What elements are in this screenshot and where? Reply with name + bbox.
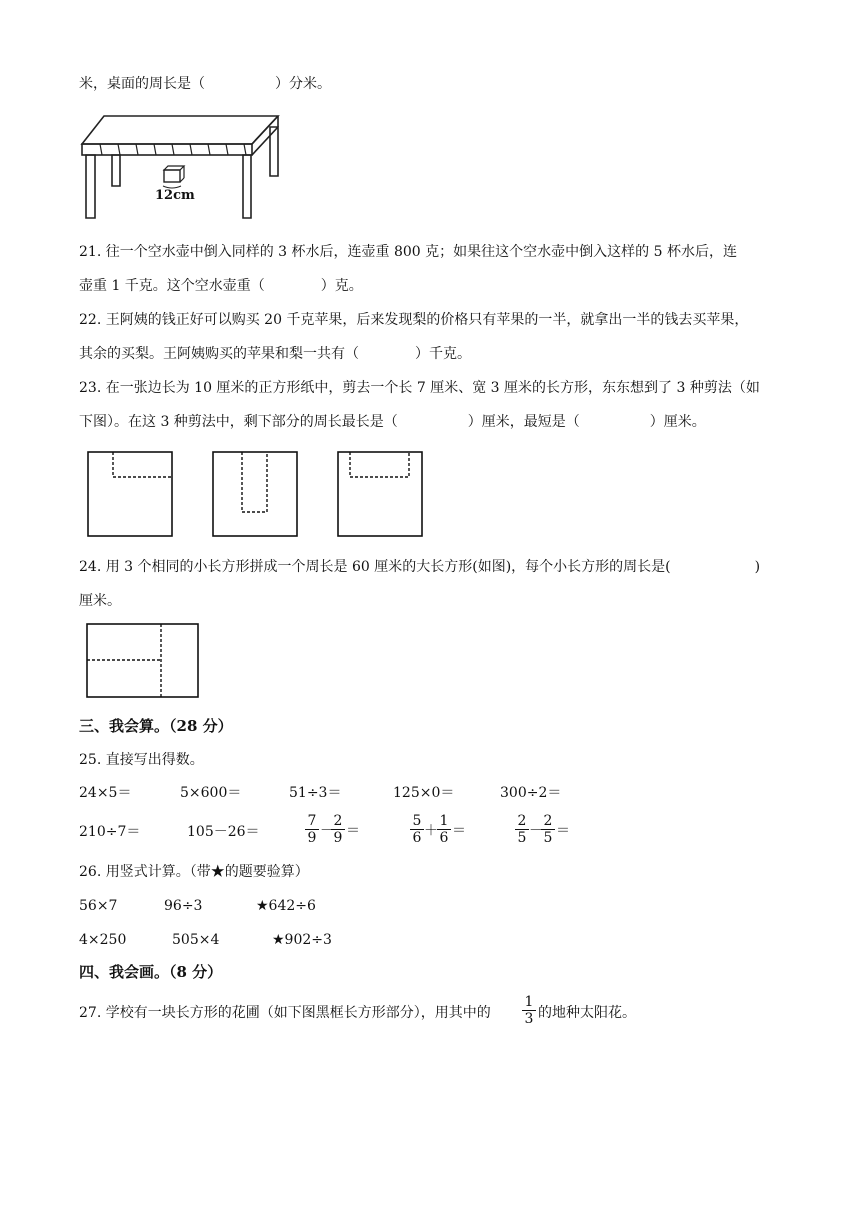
fraction-1-3: $\frac{1}{3}$: [522, 994, 536, 1027]
vertical-calc-4: 4×250: [79, 932, 127, 948]
q23-line2: 下图）。在这 3 种剪法中，剩下部分的周长最长是（ ）厘米，最短是（ ）厘米。: [79, 414, 706, 430]
calc-3: 51÷3＝: [289, 785, 342, 801]
calc-4: 125×0＝: [393, 785, 455, 801]
q27-suffix: 的地种太阳花。: [538, 1005, 636, 1021]
op-equals: ＝: [452, 823, 466, 839]
vertical-calc-6: ★902÷3: [272, 932, 332, 948]
figure-label-12cm: 12cm: [155, 188, 195, 203]
op-minus: －: [320, 823, 334, 839]
cut-figure-1: [86, 450, 176, 540]
calc-1: 24×5＝: [79, 785, 132, 801]
fraction-2-9: $\frac{2}{9}$: [331, 813, 345, 846]
q21-line2: 壶重 1 千克。这个空水壶重（ ）克。: [79, 278, 363, 294]
op-plus: ＋: [424, 823, 438, 839]
vertical-calc-5: 505×4: [172, 932, 220, 948]
q23-line1: 23. 在一张边长为 10 厘米的正方形纸中，剪去一个长 7 厘米、宽 3 厘米的长方形，东东想到了 3 种剪法（如: [79, 380, 760, 396]
vertical-calc-3: ★642÷6: [256, 898, 316, 914]
op-equals: ＝: [346, 823, 360, 839]
section4-title: 四、我会画。（8 分）: [79, 963, 223, 981]
fraction-2-5: $\frac{2}{5}$: [515, 813, 529, 846]
q22-line1: 22. 王阿姨的钱正好可以购买 20 千克苹果，后来发现梨的价格只有苹果的一半，就拿出一半的钱去买苹果，: [79, 312, 749, 328]
q22-line2: 其余的买梨。王阿姨购买的苹果和梨一共有（ ）千克。: [79, 346, 471, 362]
vertical-calc-1: 56×7: [79, 898, 118, 914]
q24-line2: 厘米。: [79, 593, 121, 609]
fraction-1-6: $\frac{1}{6}$: [437, 813, 451, 846]
calc-5: 300÷2＝: [500, 785, 562, 801]
op-equals: ＝: [556, 823, 570, 839]
q24-line1: 24. 用 3 个相同的小长方形拼成一个周长是 60 厘米的大长方形(如图)，每个小长方形的周长是( ): [79, 559, 761, 575]
rectangles-figure: [85, 622, 201, 700]
cut-figure-2: [211, 450, 301, 540]
vertical-calc-2: 96÷3: [164, 898, 203, 914]
calc-2: 5×600＝: [180, 785, 242, 801]
calc-6: 210÷7＝: [79, 824, 141, 840]
q20-text: 米，桌面的周长是（ ）分米。: [79, 76, 331, 92]
q21-line1: 21. 往一个空水壶中倒入同样的 3 杯水后，连壶重 800 克；如果往这个空水壶中倒入这样的 5 杯水后，连: [79, 244, 737, 260]
calc-7: 105－26＝: [187, 824, 260, 840]
q25-title: 25. 直接写出得数。: [79, 752, 204, 768]
q26-title: 26. 用竖式计算。（带★的题要验算）: [79, 864, 309, 880]
fraction-2-5-b: $\frac{2}{5}$: [541, 813, 555, 846]
fraction-5-6: $\frac{5}{6}$: [410, 813, 424, 846]
op-minus: －: [529, 823, 543, 839]
cut-figure-3: [336, 450, 426, 540]
fraction-7-9: $\frac{7}{9}$: [305, 813, 319, 846]
section3-title: 三、我会算。（28 分）: [79, 717, 233, 735]
q27-prefix: 27. 学校有一块长方形的花圃（如下图黑框长方形部分），用其中的: [79, 1005, 491, 1021]
